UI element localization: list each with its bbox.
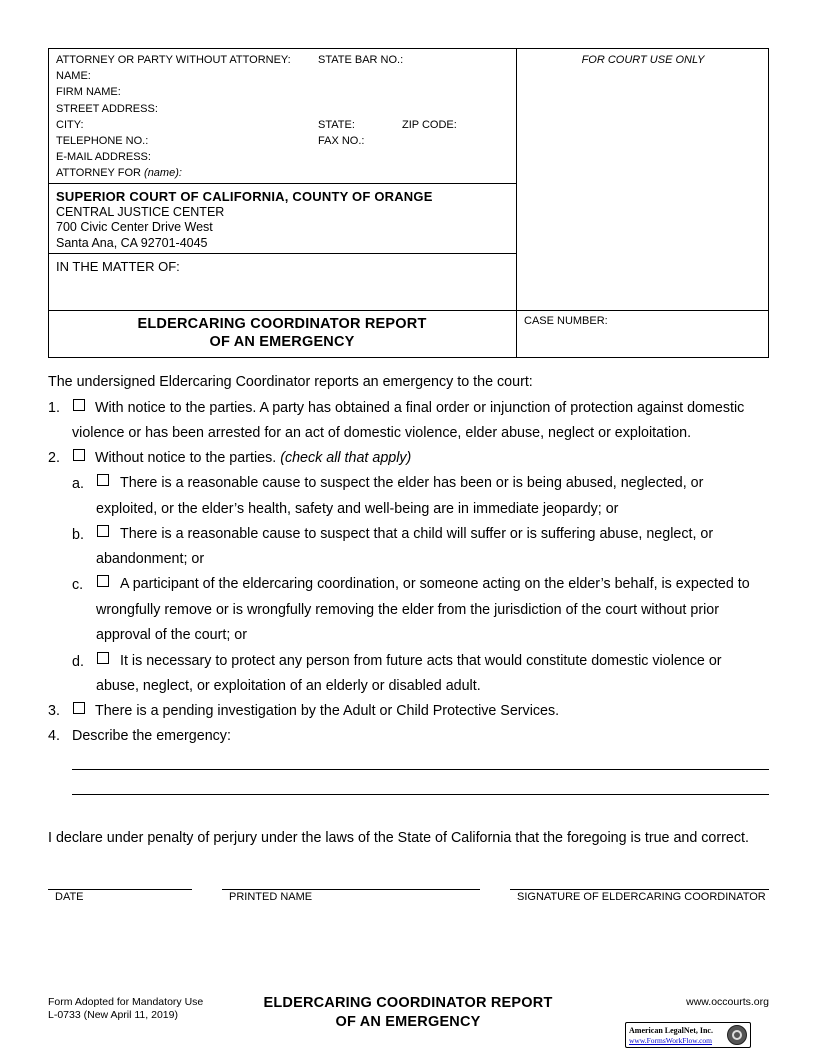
zip-label: ZIP CODE: [402, 119, 457, 131]
item1-text-line2: violence or has been arrested for an act of domestic violence, elder abuse, neglect or exploitation. [72, 425, 692, 441]
item2d-text-line1: It is necessary to protect any person from future acts that would constitute domestic violence or [120, 653, 722, 669]
item2a-text-line2: exploited, or the elder’s health, safety and well-being are in immediate jeopardy; or [96, 501, 619, 517]
attorney-for-row [56, 167, 182, 179]
footer-title-line2: OF AN EMERGENCY [335, 1014, 481, 1030]
item2c-text-line1: A participant of the eldercaring coordination, or someone acting on the elder’s behalf, is expected to [120, 576, 750, 592]
american-legalnet-logo [625, 1022, 751, 1048]
footer-website: www.occourts.org [686, 996, 769, 1008]
telephone-label: TELEPHONE NO.: [56, 135, 149, 147]
item2d-text-line2: abuse, neglect, or exploitation of an elderly or disabled adult. [96, 678, 481, 694]
item2-text: Without notice to the parties. [95, 450, 277, 466]
intro-text: The undersigned Eldercaring Coordinator reports an emergency to the court: [48, 374, 533, 390]
court-center: CENTRAL JUSTICE CENTER [56, 205, 225, 219]
form-title-line1: ELDERCARING COORDINATOR REPORT [137, 316, 427, 332]
date-label: DATE [55, 891, 84, 903]
street-label: STREET ADDRESS: [56, 103, 158, 115]
court-street: 700 Civic Center Drive West [56, 220, 213, 234]
case-number-label: CASE NUMBER: [524, 315, 608, 327]
item2-number: 2. [48, 450, 60, 466]
attorney-for-hint: (name): [144, 167, 182, 179]
logo-url[interactable]: www.FormsWorkFlow.com [629, 1036, 713, 1045]
item4-number: 4. [48, 728, 60, 744]
attorney-section-bottom [48, 183, 517, 184]
logo-globe-icon [727, 1025, 747, 1045]
logo-name: American LegalNet, Inc. [629, 1026, 713, 1035]
printed-name-line[interactable] [222, 889, 480, 890]
court-use-label: FOR COURT USE ONLY [581, 54, 705, 66]
form-title-line2: OF AN EMERGENCY [209, 334, 355, 350]
email-label: E-MAIL ADDRESS: [56, 151, 151, 163]
item2c-text-line2: wrongfully remove or is wrongfully removing the elder from the jurisdiction of the court without prior [96, 602, 719, 618]
declaration-text: I declare under penalty of perjury under the laws of the State of California that the foregoing is true and correct. [48, 830, 749, 846]
item2a-text-line1: There is a reasonable cause to suspect the elder has been or is being abused, neglected, or [120, 475, 704, 491]
footer-title-line1: ELDERCARING COORDINATOR REPORT [263, 995, 553, 1011]
item2a-checkbox[interactable] [97, 474, 109, 486]
item2c-letter: c. [72, 577, 84, 593]
item1-number: 1. [48, 400, 60, 416]
footer-adopted: Form Adopted for Mandatory Use [48, 996, 204, 1008]
item2b-checkbox[interactable] [97, 525, 109, 537]
item2-checkbox[interactable] [73, 449, 85, 461]
item1-checkbox[interactable] [73, 399, 85, 411]
footer-form-code: L-0733 (New April 11, 2019) [48, 1009, 178, 1021]
signature-label: SIGNATURE OF ELDERCARING COORDINATOR [517, 891, 766, 903]
state-label: STATE: [318, 119, 355, 131]
city-label: CITY: [56, 119, 84, 131]
caption-divider [516, 48, 517, 358]
name-label: NAME: [56, 70, 91, 82]
attorney-for-label: ATTORNEY FOR [56, 167, 141, 179]
court-name: SUPERIOR COURT OF CALIFORNIA, COUNTY OF ORANGE [56, 189, 433, 204]
printed-name-label: PRINTED NAME [229, 891, 313, 903]
fax-label: FAX NO.: [318, 135, 365, 147]
item2d-letter: d. [72, 654, 84, 670]
emergency-description-line2[interactable] [72, 794, 769, 795]
item2c-checkbox[interactable] [97, 575, 109, 587]
date-line[interactable] [48, 889, 192, 890]
matter-label: IN THE MATTER OF: [56, 259, 180, 274]
item3-text: There is a pending investigation by the Adult or Child Protective Services. [95, 703, 560, 719]
item4-text: Describe the emergency: [72, 728, 231, 744]
item1-text-line1: With notice to the parties. A party has obtained a final order or injunction of protection against domestic [95, 400, 745, 416]
firm-label: FIRM NAME: [56, 86, 121, 98]
item3-checkbox[interactable] [73, 702, 85, 714]
title-row-top [48, 310, 769, 311]
emergency-description-line1[interactable] [72, 769, 769, 770]
court-city: Santa Ana, CA 92701-4045 [56, 236, 208, 250]
item2b-text-line2: abandonment; or [96, 551, 205, 567]
court-section-bottom [48, 253, 517, 254]
state-bar-label: STATE BAR NO.: [318, 54, 404, 66]
item2d-checkbox[interactable] [97, 652, 109, 664]
item2a-letter: a. [72, 476, 84, 492]
item2-row [95, 450, 411, 466]
item2b-letter: b. [72, 527, 84, 543]
signature-line[interactable] [510, 889, 769, 890]
item2-hint: (check all that apply) [280, 450, 412, 466]
item2c-text-line3: approval of the court; or [96, 627, 247, 643]
item2b-text-line1: There is a reasonable cause to suspect that a child will suffer or is suffering abuse, neglect, or [120, 526, 714, 542]
attorney-label: ATTORNEY OR PARTY WITHOUT ATTORNEY: [56, 54, 291, 66]
item3-number: 3. [48, 703, 60, 719]
